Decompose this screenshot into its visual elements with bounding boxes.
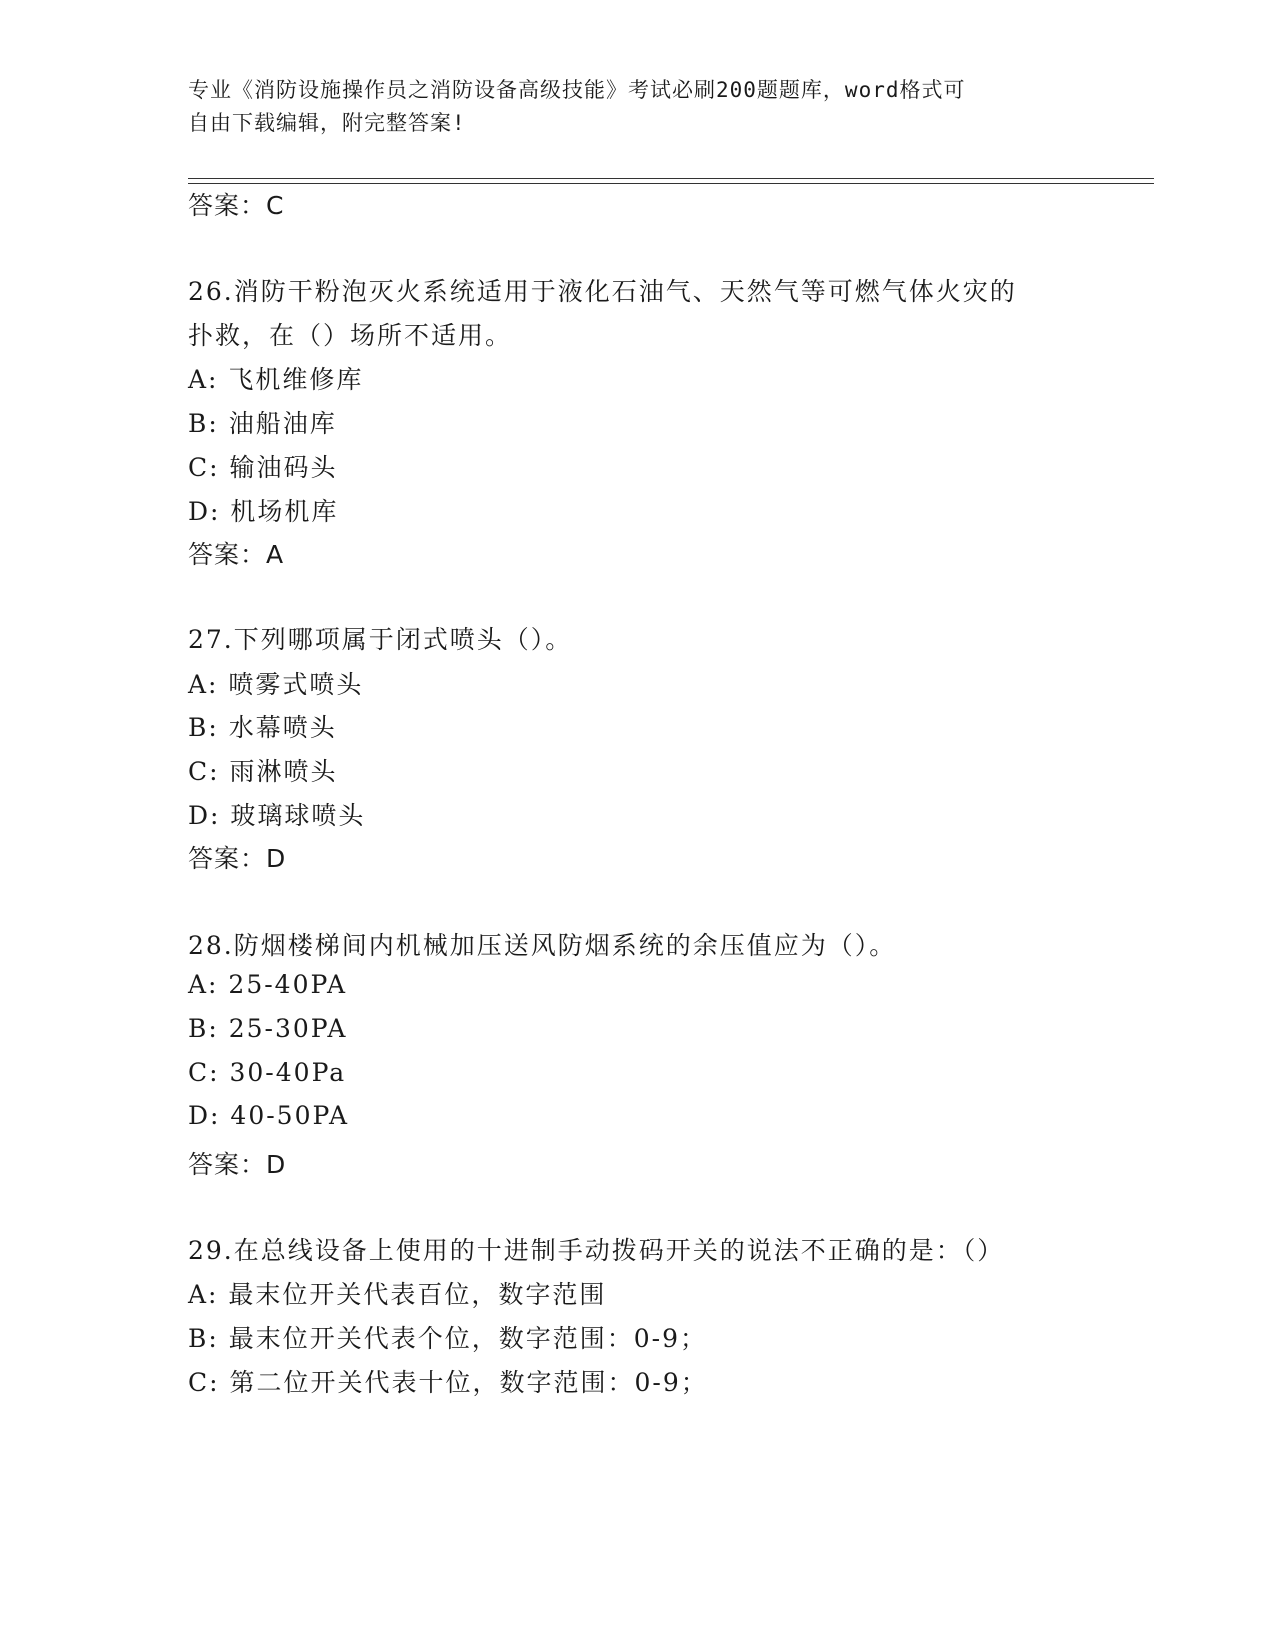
question-text-line: D: 40-50PA (188, 1101, 350, 1130)
question-text-line: C: 雨淋喷头 (188, 757, 338, 786)
question-text-line: B: 水幕喷头 (188, 713, 337, 742)
question-text-line: A: 25-40PA (188, 970, 348, 999)
question-text-line: B: 最末位开关代表个位，数字范围：0-9； (188, 1324, 708, 1353)
question-text-line: 28.防烟楼梯间内机械加压送风防烟系统的余压值应为（）。 (188, 931, 897, 960)
question-text-line: 扑救，在（）场所不适用。 (188, 321, 513, 350)
header-line-2: 自由下载编辑，附完整答案! (188, 111, 466, 135)
question-text-line: A: 喷雾式喷头 (188, 670, 364, 699)
question-text-line: C: 第二位开关代表十位，数字范围：0-9； (188, 1368, 708, 1397)
question-text-line: 29.在总线设备上使用的十进制手动拨码开关的说法不正确的是：（） (188, 1236, 1005, 1265)
answer-line: 答案：D (188, 1150, 287, 1179)
question-text-line: C: 30-40Pa (188, 1058, 347, 1087)
answer-line: 答案：D (188, 844, 287, 873)
answer-line: 答案：A (188, 540, 285, 569)
question-text-line: A: 飞机维修库 (188, 365, 364, 394)
header-divider-bottom (188, 183, 1154, 184)
header-line-1: 专业《消防设施操作员之消防设备高级技能》考试必刷200题题库，word格式可 (188, 78, 966, 102)
question-text-line: 26.消防干粉泡灭火系统适用于液化石油气、天然气等可燃气体火灾的 (188, 277, 1017, 306)
question-text-line: C: 输油码头 (188, 453, 338, 482)
question-text-line: 27.下列哪项属于闭式喷头（）。 (188, 625, 573, 654)
question-text-line: B: 25-30PA (188, 1014, 348, 1043)
answer-line: 答案：C (188, 191, 285, 220)
question-text-line: A: 最末位开关代表百位，数字范围 (188, 1280, 607, 1309)
document-header (188, 74, 1088, 140)
question-text-line: D: 玻璃球喷头 (188, 801, 366, 830)
question-text-line: D: 机场机库 (188, 497, 339, 526)
question-text-line: B: 油船油库 (188, 409, 337, 438)
header-divider-top (188, 178, 1154, 179)
